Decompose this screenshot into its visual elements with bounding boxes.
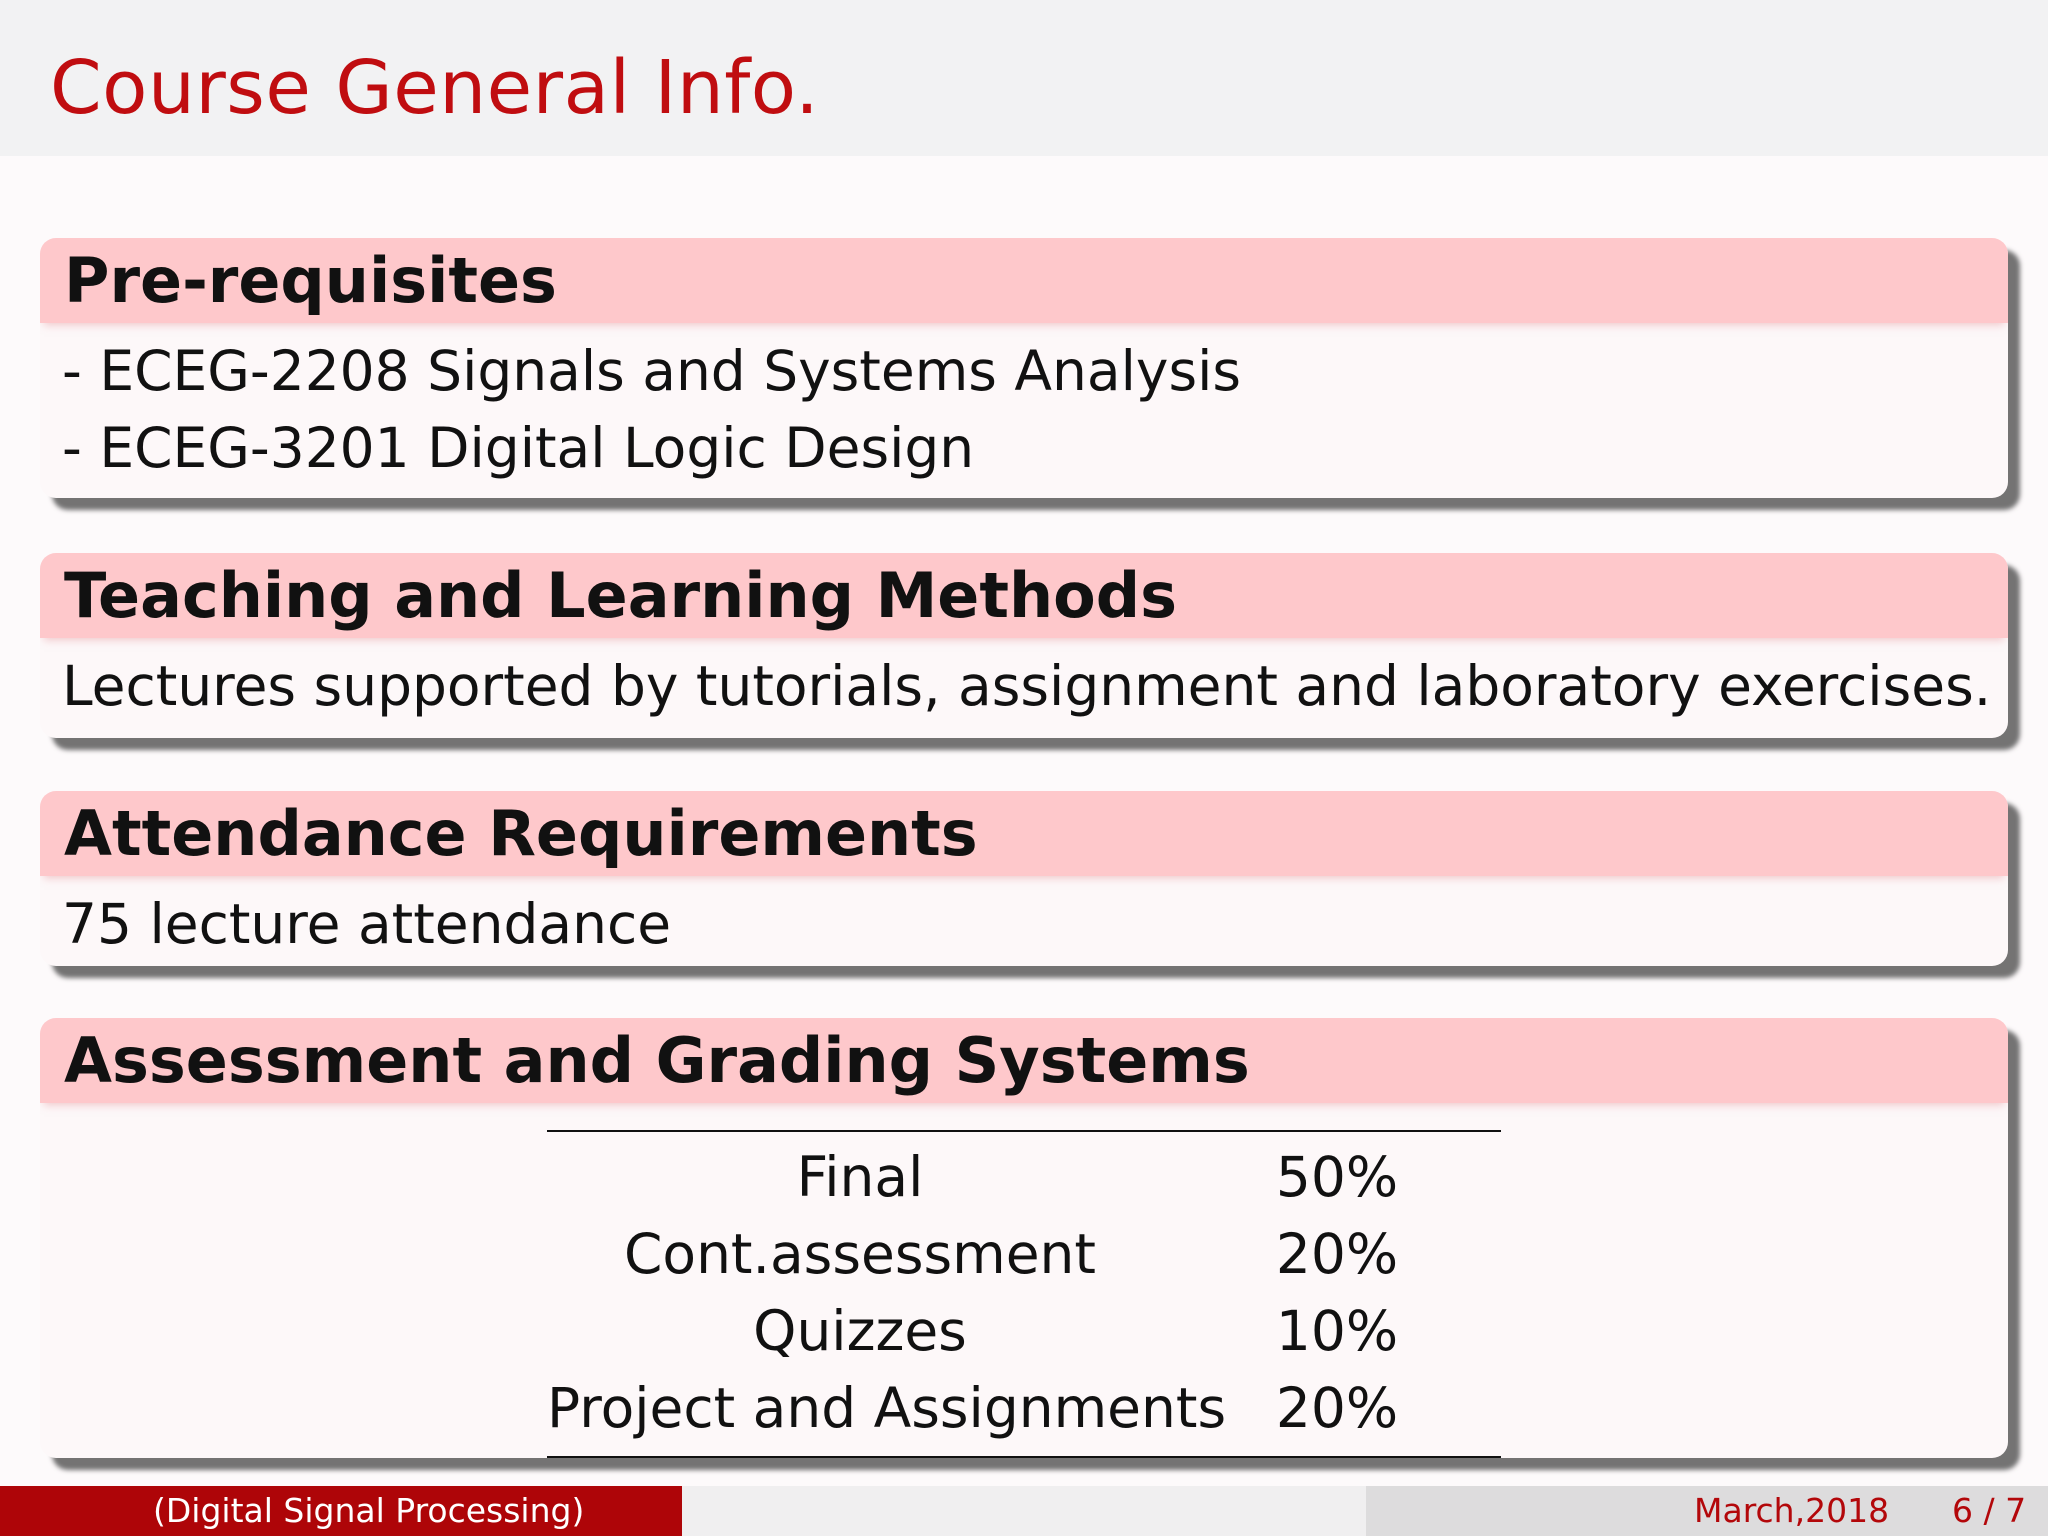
page-number: 6 / 7 xyxy=(1952,1491,2027,1530)
slide-footer xyxy=(0,1486,2048,1536)
attendance-title: Attendance Requirements xyxy=(40,791,2008,876)
assessment-title: Assessment and Grading Systems xyxy=(40,1018,2008,1103)
teaching-methods-text: Lectures supported by tutorials, assignment and laboratory exercises. xyxy=(62,654,1992,718)
slide-header xyxy=(0,0,2048,156)
grading-label: Cont.assessment xyxy=(624,1222,1096,1286)
grading-label: Final xyxy=(796,1145,924,1209)
teaching-methods-body xyxy=(40,638,2008,725)
grading-row xyxy=(547,1139,1501,1216)
attendance-body xyxy=(40,876,2008,963)
prerequisites-title: Pre-requisites xyxy=(40,238,2008,323)
grading-value: 20% xyxy=(1275,1376,1399,1440)
grading-label: Project and Assignments xyxy=(547,1376,1227,1440)
teaching-methods-title: Teaching and Learning Methods xyxy=(40,553,2008,638)
attendance-block xyxy=(40,791,2008,966)
slide-title: Course General Info. xyxy=(50,45,820,131)
assessment-block xyxy=(40,1018,2008,1458)
teaching-methods-block xyxy=(40,553,2008,738)
footer-course xyxy=(0,1486,682,1536)
grading-value: 10% xyxy=(1275,1299,1399,1363)
footer-course-label: (Digital Signal Processing) xyxy=(153,1491,585,1530)
prerequisites-body xyxy=(40,323,2008,487)
grading-row xyxy=(547,1370,1501,1447)
footer-date: March,2018 xyxy=(1694,1491,1890,1530)
prerequisite-item: - ECEG-3201 Digital Logic Design xyxy=(62,416,975,480)
attendance-text: 75 lecture attendance xyxy=(62,892,672,956)
grading-label: Quizzes xyxy=(753,1299,967,1363)
footer-middle xyxy=(682,1486,1366,1536)
grading-table xyxy=(547,1130,1501,1458)
grading-value: 20% xyxy=(1275,1222,1399,1286)
grading-value: 50% xyxy=(1275,1145,1399,1209)
footer-info xyxy=(1366,1486,2048,1536)
grading-row xyxy=(547,1216,1501,1293)
prerequisite-item: - ECEG-2208 Signals and Systems Analysis xyxy=(62,339,1242,403)
grading-row xyxy=(547,1293,1501,1370)
prerequisites-block xyxy=(40,238,2008,498)
